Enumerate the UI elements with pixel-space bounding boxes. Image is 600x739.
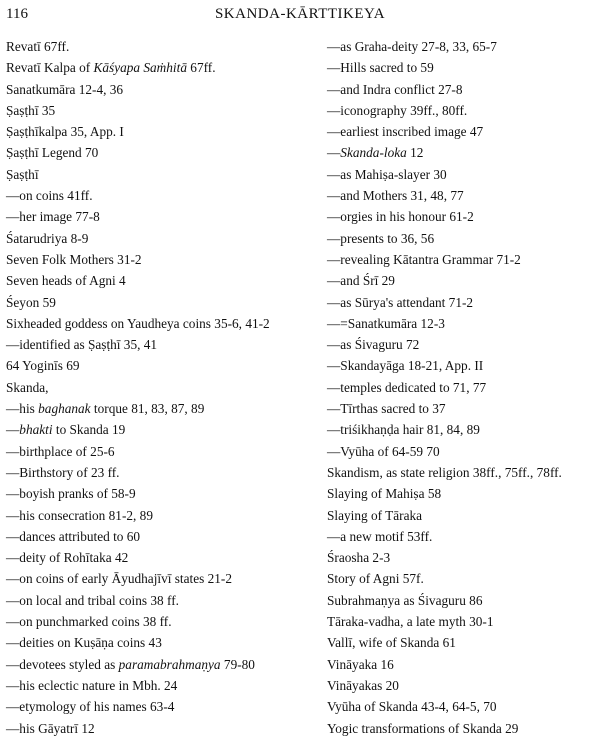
entry-text: 12 [406,145,424,161]
entry-text: to Skanda 19 [52,422,126,438]
entry-text: —and Mothers 31, 48, 77 [327,188,464,204]
entry-text: Tāraka-vadha, a late myth 30-1 [327,614,494,630]
entry-text: 67ff. [186,60,216,76]
entry-text: —iconography 39ff., 80ff. [327,102,468,118]
index-entry [327,462,595,483]
entry-text: —temples dedicated to 71, 77 [327,379,487,395]
entry-text: —deities on Kuṣāṇa coins 43 [6,635,162,651]
entry-text: 64 Yoginīs 69 [6,358,80,374]
entry-text: —on coins 41ff. [6,188,93,204]
index-entry [6,696,316,717]
entry-text: — [327,145,341,161]
index-entry [6,270,316,291]
index-entry [6,185,316,206]
entry-text: Ṣaṣṭhī [6,166,39,182]
entry-text: Śatarudriya 8-9 [6,230,89,246]
entry-text: —earliest inscribed image 47 [327,124,484,140]
index-entry [6,398,316,419]
index-entry [327,79,595,100]
index-entry [6,654,316,675]
entry-text: —etymology of his names 63-4 [6,699,175,715]
page-number: 116 [6,6,28,22]
entry-text: —as Sūrya's attendant 71-2 [327,294,474,310]
entry-text: torque 81, 83, 87, 89 [90,401,205,417]
index-entry [6,441,316,462]
index-entry [327,334,595,355]
index-entry [6,164,316,185]
index-entry [327,718,595,739]
index-entry [327,206,595,227]
entry-text: Yogic transformations of Skanda 29 [327,720,519,736]
entry-text: —Skandayāga 18-21, App. II [327,358,484,374]
italic-term: Kāśyapa Saṁhitā [93,60,187,76]
entry-text: Skanda, [6,379,49,395]
index-entry [327,568,595,589]
entry-text: —a new motif 53ff. [327,528,433,544]
entry-text: —as Mahiṣa-slayer 30 [327,166,447,182]
italic-term: Skanda-loka [340,145,407,161]
index-entry [327,696,595,717]
index-entry [327,483,595,504]
entry-text: —and Śrī 29 [327,273,395,289]
entry-text: —her image 77-8 [6,209,100,225]
italic-term: paramabrahmaṇya [118,656,221,672]
entry-text: —birthplace of 25-6 [6,443,115,459]
entry-text: —identified as Ṣaṣṭhī 35, 41 [6,337,158,353]
index-entry [327,526,595,547]
index-entry [327,398,595,419]
index-entry [327,142,595,163]
entry-text: —devotees styled as [6,656,119,672]
index-entry [6,355,316,376]
entry-text: — [6,422,20,438]
index-entry [6,334,316,355]
index-entry [327,100,595,121]
index-entry [327,505,595,526]
index-entry [327,57,595,78]
entry-text: —Tīrthas sacred to 37 [327,401,446,417]
entry-text: —Hills sacred to 59 [327,60,434,76]
index-entry [6,483,316,504]
entry-text: Ṣaṣṭhī Legend 70 [6,145,99,161]
index-entry [6,568,316,589]
index-entry [6,142,316,163]
index-entry [6,718,316,739]
entry-text: Story of Agni 57f. [327,571,424,587]
entry-text: —Vyūha of 64-59 70 [327,443,440,459]
index-entry [327,121,595,142]
entry-text: —Birthstory of 23 ff. [6,464,120,480]
entry-text: Ṣaṣṭhī 35 [6,102,56,118]
index-entry [327,228,595,249]
entry-text: Slaying of Mahiṣa 58 [327,486,442,502]
entry-text: Śraosha 2-3 [327,550,391,566]
entry-text: 79-80 [220,656,255,672]
index-entry [6,590,316,611]
index-entry [327,164,595,185]
index-entry [6,249,316,270]
index-entry [6,675,316,696]
entry-text: —on local and tribal coins 38 ff. [6,592,179,608]
entry-text: Subrahmaṇya as Śivaguru 86 [327,592,483,608]
entry-text: Śeyon 59 [6,294,56,310]
entry-text: Vināyaka 16 [327,656,394,672]
entry-text: —revealing Kātantra Grammar 71-2 [327,251,521,267]
index-entry [6,611,316,632]
entry-text: —his [6,401,39,417]
index-entry [327,654,595,675]
entry-text: —deity of Rohītaka 42 [6,550,129,566]
index-entry [327,441,595,462]
index-entry [6,526,316,547]
entry-text: Vallī, wife of Skanda 61 [327,635,456,651]
index-entry [327,547,595,568]
entry-text: —as Śivaguru 72 [327,337,420,353]
index-entry [6,313,316,334]
italic-term: bhakti [19,422,53,438]
index-entry [6,121,316,142]
index-entry [327,611,595,632]
index-entry [327,675,595,696]
entry-text: —triśikhaṇḍa hair 81, 84, 89 [327,422,480,438]
index-entry [6,292,316,313]
entry-text: —boyish pranks of 58-9 [6,486,136,502]
entry-text: —dances attributed to 60 [6,528,141,544]
entry-text: Revatī 67ff. [6,39,70,54]
entry-text: —his consecration 81-2, 89 [6,507,153,523]
entry-text: Slaying of Tāraka [327,507,423,523]
index-entry [6,377,316,398]
index-column-right [327,36,595,739]
entry-text: —presents to 36, 56 [327,230,435,246]
index-entry [327,249,595,270]
entry-text: —and Indra conflict 27-8 [327,81,463,97]
entry-text: —as Graha-deity 27-8, 33, 65-7 [327,39,497,54]
entry-text: —his eclectic nature in Mbh. 24 [6,677,178,693]
index-entry [327,292,595,313]
index-entry [6,206,316,227]
index-entry [327,185,595,206]
index-entry [6,100,316,121]
entry-text: Seven heads of Agni 4 [6,273,126,289]
index-entry [6,419,316,440]
entry-text: —=Sanatkumāra 12-3 [327,315,445,331]
index-entry [6,632,316,653]
entry-text: Skandism, as state religion 38ff., 75ff., 78ff. [327,464,562,480]
index-entry [327,355,595,376]
entry-text: Ṣaṣṭhīkalpa 35, App. I [6,124,124,140]
index-entry [6,228,316,249]
entry-text: Sanatkumāra 12-4, 36 [6,81,124,97]
index-entry [6,79,316,100]
index-entry [6,505,316,526]
index-entry [6,57,316,78]
entry-text: Seven Folk Mothers 31-2 [6,251,142,267]
index-entry [327,313,595,334]
index-entry [327,632,595,653]
italic-term: baghanak [38,401,91,417]
index-column-left [6,36,316,739]
index-entry [327,36,595,57]
index-entry [327,419,595,440]
index-entry [6,462,316,483]
index-entry [6,36,316,57]
entry-text: —on coins of early Āyudhajīvī states 21-2 [6,571,233,587]
entry-text: —orgies in his honour 61-2 [327,209,474,225]
running-head: SKANDA-KĀRTTIKEYA [214,6,386,22]
entry-text: —on punchmarked coins 38 ff. [6,614,172,630]
index-entry [327,377,595,398]
index-entry [6,547,316,568]
entry-text: —his Gāyatrī 12 [6,720,95,736]
entry-text: Revatī Kalpa of [6,60,94,76]
page-header [0,4,600,26]
index-entry [327,270,595,291]
entry-text: Vināyakas 20 [327,677,399,693]
index-entry [327,590,595,611]
entry-text: Sixheaded goddess on Yaudheya coins 35-6, 41-2 [6,315,270,331]
entry-text: Vyūha of Skanda 43-4, 64-5, 70 [327,699,497,715]
